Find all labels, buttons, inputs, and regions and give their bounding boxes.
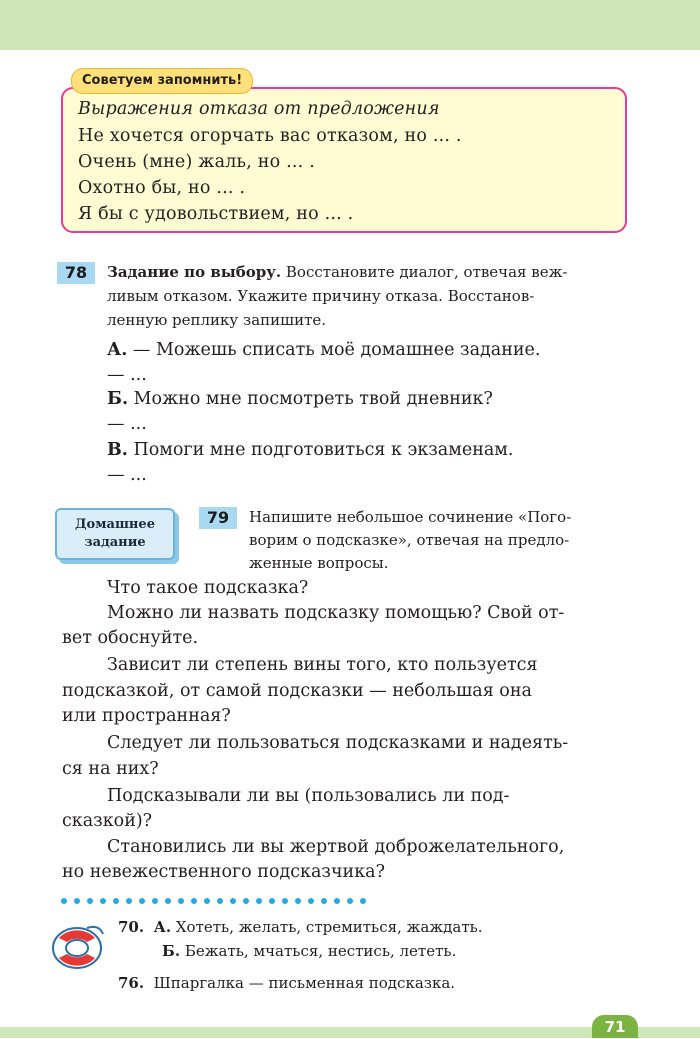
question-line: ся на них? <box>62 759 159 779</box>
answer-76 <box>118 974 455 992</box>
dialog-letter: Б. <box>107 389 129 409</box>
question-line: Подсказывали ли вы (пользовались ли под- <box>107 786 510 806</box>
exercise-78-lead: Задание по выбору. <box>107 263 282 281</box>
remember-title: Выражения отказа от предложения <box>78 99 440 119</box>
question-line: Можно ли назвать подсказку помощью? Свой от- <box>107 603 565 623</box>
remember-line: Охотно бы, но ... . <box>78 178 246 198</box>
answer-letter: Б. <box>162 942 181 960</box>
answer-text: Хотеть, желать, стремиться, жаждать. <box>171 918 483 936</box>
dotted-separator <box>60 896 640 906</box>
exercise-78-text <box>107 263 567 281</box>
remember-line: Очень (мне) жаль, но ... . <box>78 152 315 172</box>
remember-line: Я бы с удовольствием, но ... . <box>78 204 354 224</box>
question-line: подсказкой, от самой подсказки — небольшая она <box>62 681 532 701</box>
dialog-letter: А. <box>107 340 128 360</box>
question-line: Зависит ли степень вины того, кто пользуется <box>107 655 538 675</box>
answer-text: Бежать, мчаться, нестись, лететь. <box>180 942 457 960</box>
question-line: Что такое подсказка? <box>107 578 309 598</box>
answer-text: Шпаргалка — письменная подсказка. <box>148 974 456 992</box>
dialog-text: Можно мне посмотреть твой дневник? <box>128 389 493 409</box>
question-line: Становились ли вы жертвой доброжелательного, <box>107 837 565 857</box>
question-line: или пространная? <box>62 706 231 726</box>
question-line: сказкой)? <box>62 811 153 831</box>
page-number: 71 <box>592 1015 638 1038</box>
exercise-78-text-line: ливым отказом. Укажите причину отказа. Восстанов- <box>107 287 535 305</box>
top-band <box>0 0 700 50</box>
exercise-79-text-line: женные вопросы. <box>249 554 389 572</box>
exercise-78-number: 78 <box>57 262 95 284</box>
remember-line: Не хочется огорчать вас отказом, но ... . <box>78 126 462 146</box>
answer-number: 76. <box>118 974 145 992</box>
exercise-79-text-line: ворим о подсказке», отвечая на предло- <box>249 531 570 549</box>
question-line: Следует ли пользоваться подсказками и надеять- <box>107 733 569 753</box>
answer-letter: А. <box>153 918 172 936</box>
dialog-letter: В. <box>107 440 128 460</box>
homework-tag-line: задание <box>84 535 146 550</box>
answer-70-a <box>118 918 483 936</box>
exercise-78-text-line: ленную реплику запишите. <box>107 311 327 329</box>
dialog-text: Помоги мне подготовиться к экзаменам. <box>127 440 514 460</box>
dialog-reply: — ... <box>107 365 147 385</box>
homework-tag <box>55 508 175 560</box>
exercise-79-number: 79 <box>199 507 237 529</box>
dialog-line <box>107 389 493 409</box>
exercise-78-text-line: Восстановите диалог, отвечая веж- <box>281 263 568 281</box>
dialog-line <box>107 440 513 460</box>
question-line: вет обоснуйте. <box>62 628 199 648</box>
answer-70-b <box>162 942 456 960</box>
dialog-line <box>107 340 540 360</box>
exercise-79-text-line: Напишите небольшое сочинение «Пого- <box>249 508 572 526</box>
dialog-reply: — ... <box>107 414 147 434</box>
homework-tag-line: Домашнее <box>75 517 155 532</box>
dialog-reply: — ... <box>107 465 147 485</box>
lifebuoy-answer-icon <box>47 920 107 972</box>
remember-tag: Советуем запомнить! <box>71 68 253 94</box>
dialog-text: — Можешь списать моё домашнее задание. <box>127 340 541 360</box>
answer-number: 70. <box>118 918 145 936</box>
question-line: но невежественного подсказчика? <box>62 862 385 882</box>
